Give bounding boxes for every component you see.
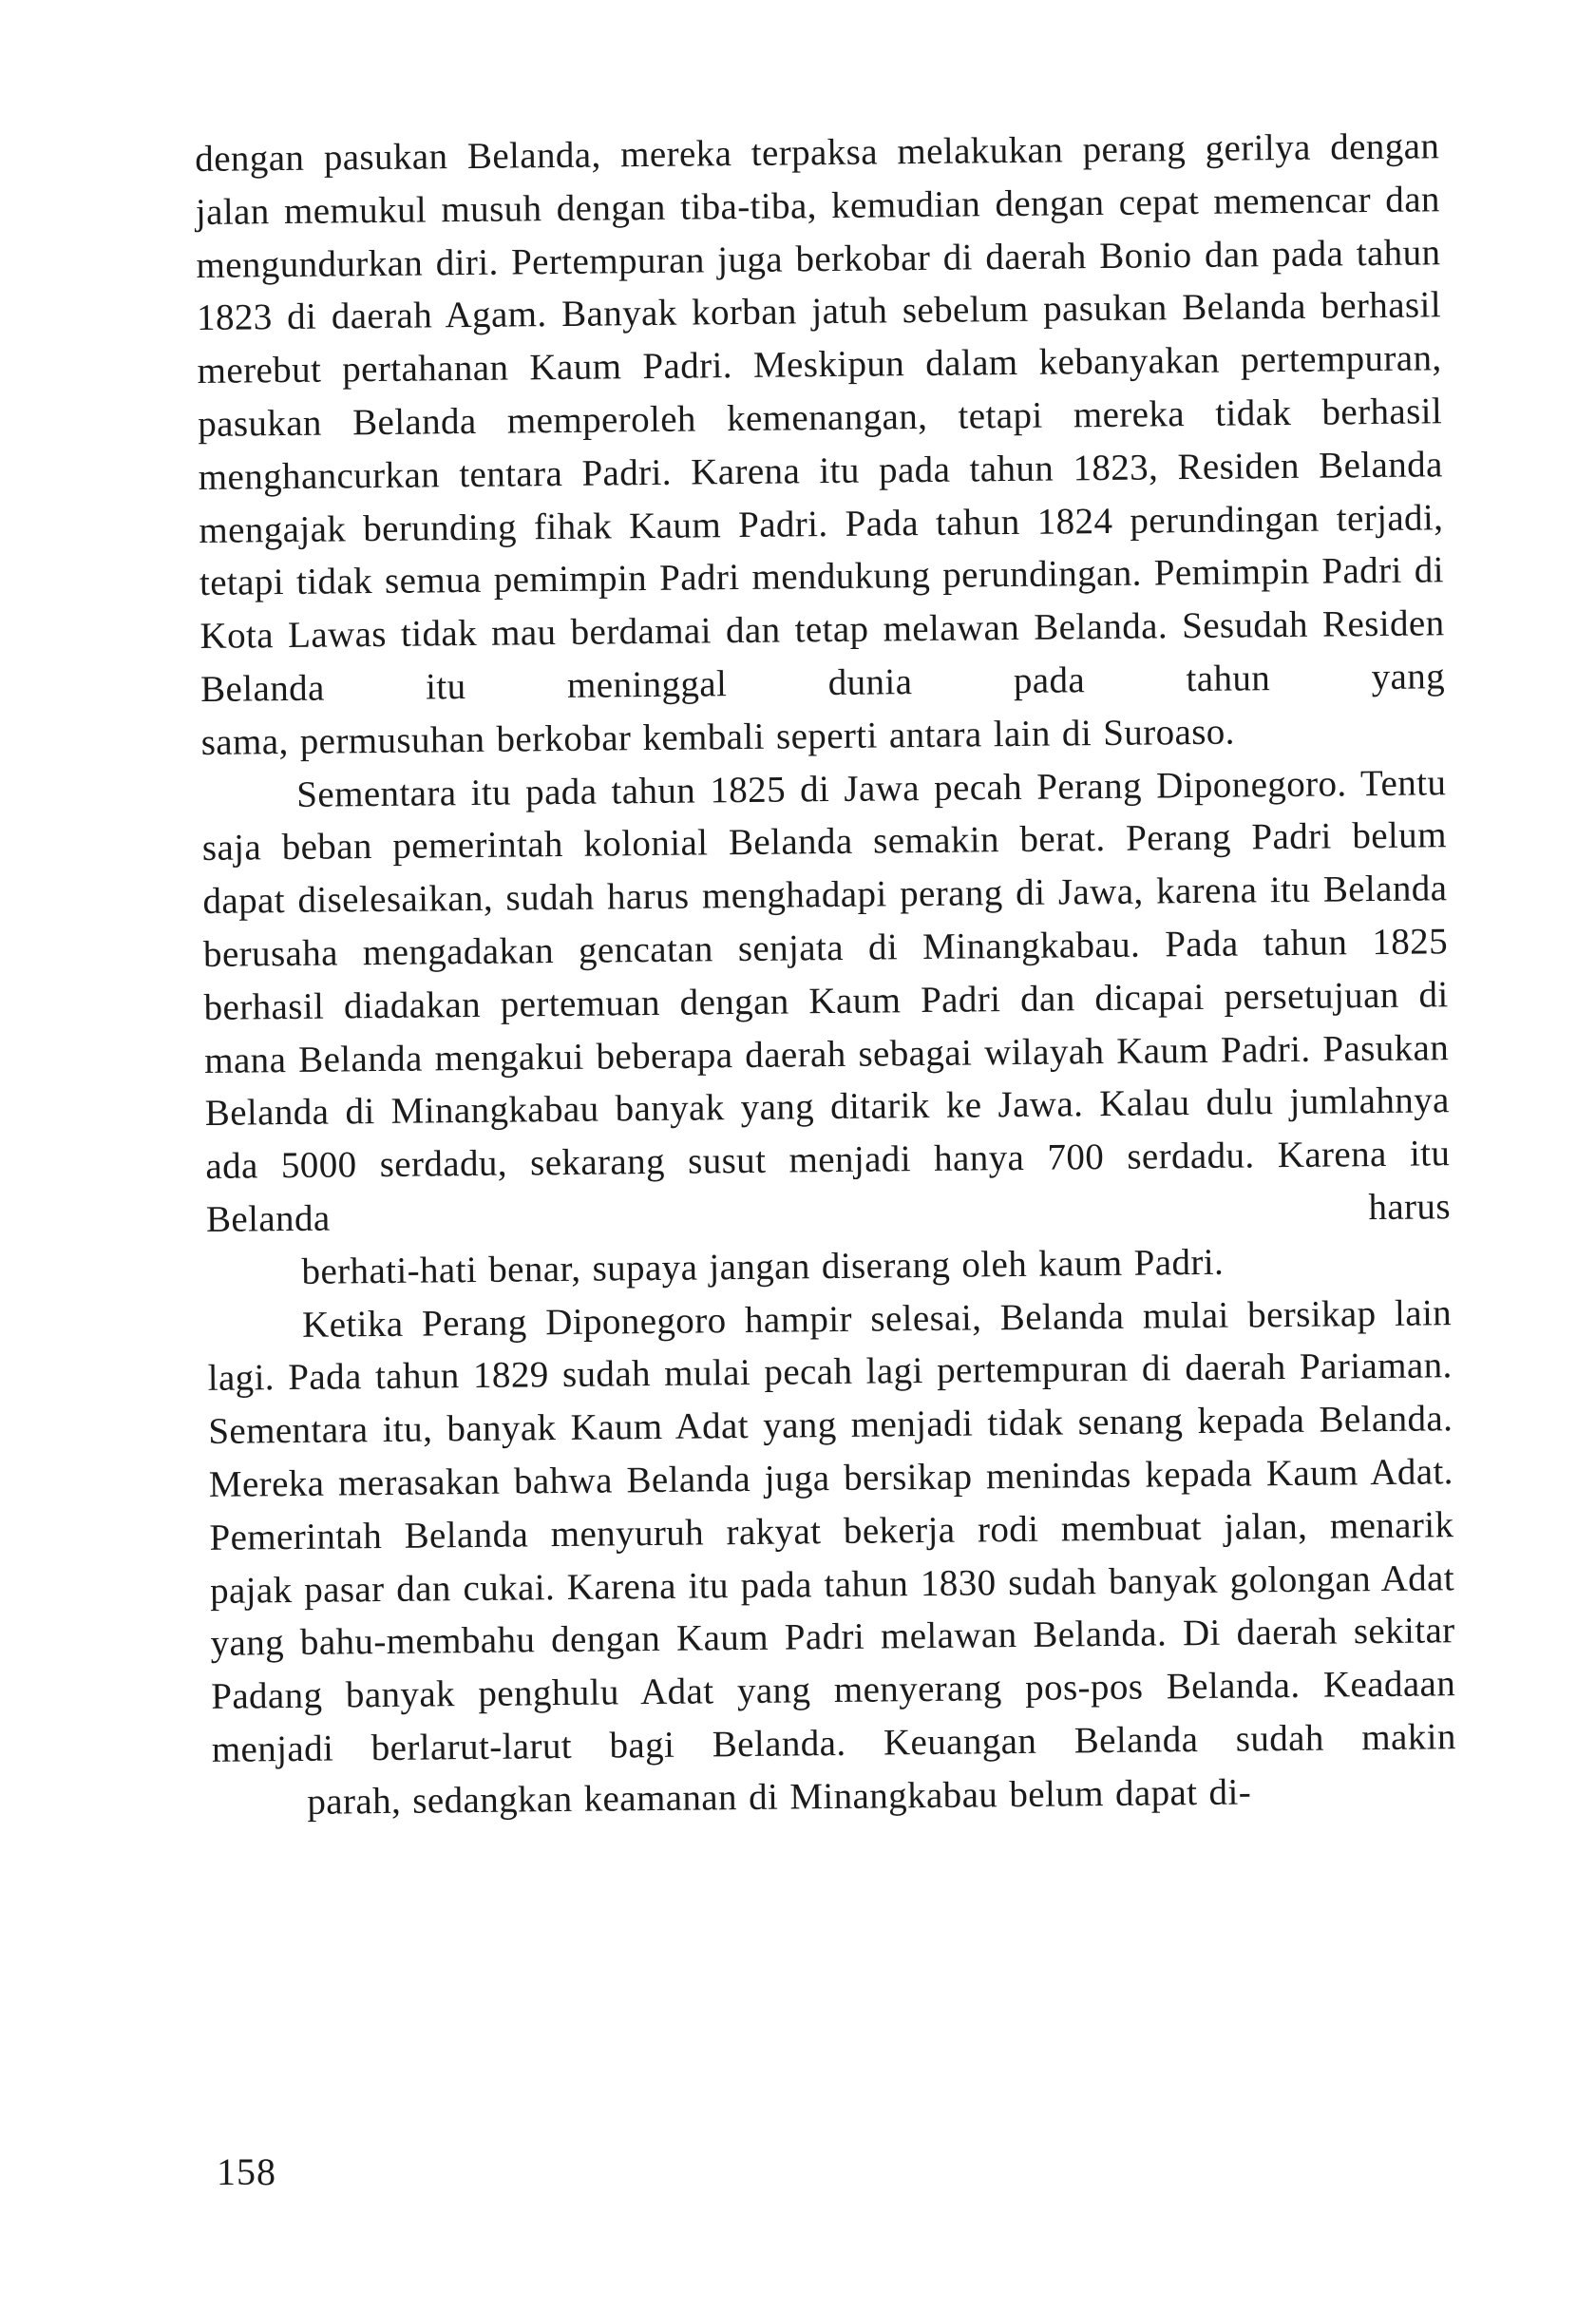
paragraph-3 [207, 1287, 1457, 1830]
paragraph-2-last-line: berhati-hati benar, supaya jangan diserang oleh kaum Padri. [301, 1241, 1225, 1292]
paragraph-2-text: Sementara itu pada tahun 1825 di Jawa pecah Perang Diponegoro. Tentu saja beban pemerintah kolonial Belanda semakin berat. Perang Padri belum dapat diselesaikan, sudah harus menghadapi perang di Jawa, karena itu Belanda berusaha mengadakan gencatan senjata di Minangkabau. Pada tahun 1825 berhasil diadakan pertemuan dengan Kaum Padri dan dicapai persetujuan di mana Belanda mengakui beberapa daerah sebagai wilayah Kaum Padri. Pasukan Belanda di Minangkabau banyak yang ditarik ke Jawa. Kalau dulu jumlahnya ada 5000 serdadu, sekarang susut menjadi hanya 700 serdadu. Karena itu Belanda harus [201, 761, 1452, 1240]
page-number: 158 [217, 2150, 276, 2193]
paragraph-3-last-line: parah, sedangkan keamanan di Minangkabau belum dapat di- [307, 1771, 1252, 1823]
paragraph-1 [195, 120, 1446, 769]
paragraph-3-text: Ketika Perang Diponegoro hampir selesai, Belanda mulai bersikap lain lagi. Pada tahun 1829 sudah mulai pecah lagi pertempuran di daerah Pariaman. Sementara itu, banyak Kaum Adat yang menjadi tidak senang kepada Belanda. Mereka merasakan bahwa Belanda juga bersikap menindas kepada Kaum Adat. Pemerintah Belanda menyuruh rakyat bekerja rodi membuat jalan, menarik pajak pasar dan cukai. Karena itu pada tahun 1830 sudah banyak golongan Adat yang bahu-membahu dengan Kaum Padri melawan Belanda. Di daerah sekitar Padang banyak penghulu Adat yang menyerang pos-pos Belanda. Keadaan menjadi berlarut-larut bagi Belanda. Keuangan Belanda sudah makin [207, 1291, 1456, 1770]
paragraph-1-last-line: sama, permusuhan berkobar kembali seperti antara lain di Suroaso. [200, 711, 1236, 763]
body-text [195, 120, 1457, 1829]
paragraph-1-text: dengan pasukan Belanda, mereka terpaksa melakukan perang gerilya dengan jalan memukul musuh dengan tiba-tiba, kemudian dengan cepat memencar dan mengundurkan diri. Pertempuran juga berkobar di daerah Bonio dan pada tahun 1823 di daerah Agam. Banyak korban jatuh sebelum pasukan Belanda berhasil merebut pertahanan Kaum Padri. Meskipun dalam kebanyakan pertempuran, pasukan Belanda memperoleh kemenangan, tetapi mereka tidak berhasil menghancurkan tentara Padri. Karena itu pada tahun 1823, Residen Belanda mengajak berunding fihak Kaum Padri. Pada tahun 1824 perundingan terjadi, tetapi tidak semua pemimpin Padri mendukung perundingan. Pemimpin Padri di Kota Lawas tidak mau berdamai dan tetap melawan Belanda. Sesudah Residen Belanda itu meninggal dunia pada tahun yang [195, 125, 1446, 710]
paragraph-2 [201, 756, 1452, 1300]
